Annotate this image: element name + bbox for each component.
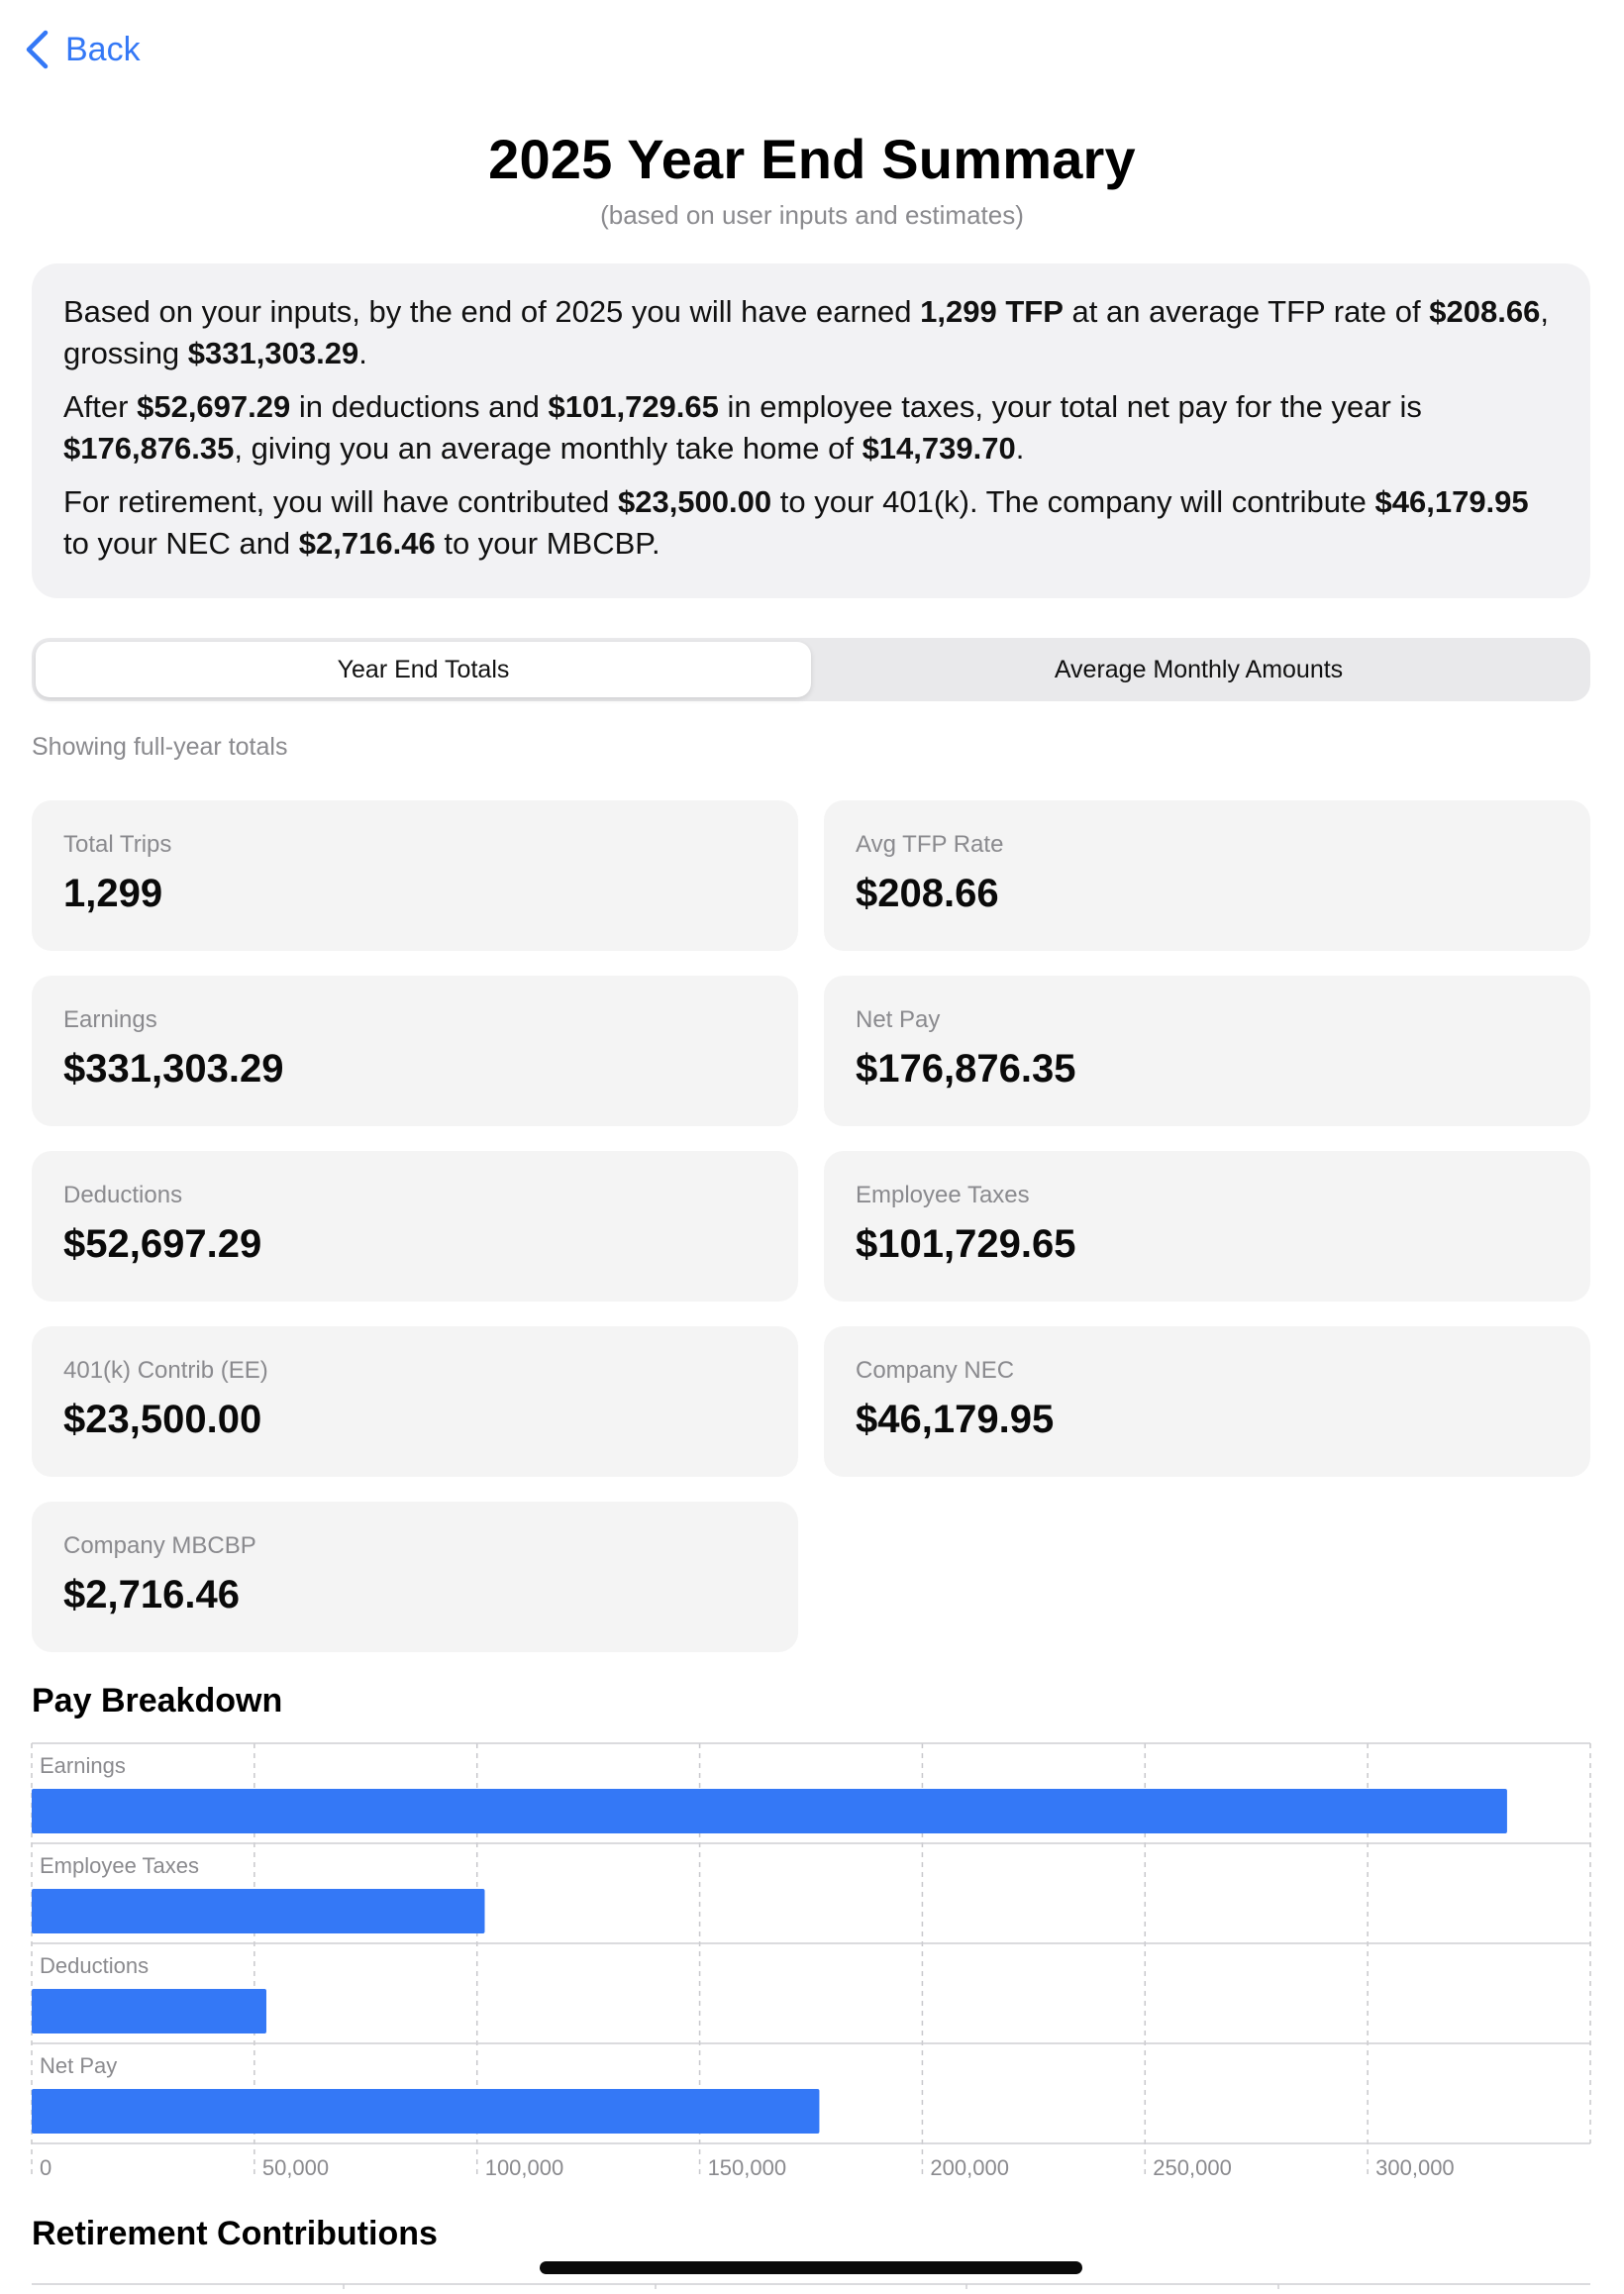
category-label: Net Pay	[40, 2053, 118, 2078]
stat-label: Deductions	[63, 1182, 183, 1208]
back-label: Back	[65, 30, 141, 68]
x-tick-label: 200,000	[930, 2155, 1009, 2180]
category-label: Employee Taxes	[40, 1853, 200, 1878]
category-label: Deductions	[40, 1953, 150, 1978]
summary-text: For retirement, you will have contributed	[63, 484, 618, 519]
summary-earnings-paragraph	[63, 291, 1559, 374]
summary-value: $14,739.70	[862, 431, 1016, 466]
stat-value: $23,500.00	[63, 1398, 262, 1441]
summary-value: $208.66	[1429, 294, 1541, 329]
summary-text: to your 401(k). The company will contribute	[771, 484, 1375, 519]
summary-value: $101,729.65	[548, 389, 719, 424]
stat-card-company-mbcbp	[32, 1502, 798, 1652]
summary-text: .	[1015, 431, 1025, 466]
category-label: Earnings	[40, 1753, 126, 1778]
summary-text: , grossing	[63, 294, 1549, 370]
summary-text: .	[358, 336, 367, 370]
stat-value: $2,716.46	[63, 1573, 240, 1616]
segment-year-end-totals[interactable]: Year End Totals	[36, 642, 811, 697]
summary-value: $331,303.29	[187, 336, 359, 370]
x-tick-label: 250,000	[1153, 2155, 1232, 2180]
stat-label: Company NEC	[856, 1357, 1015, 1384]
pay-breakdown-heading: Pay Breakdown	[32, 1682, 283, 1720]
stat-label: Total Trips	[63, 831, 172, 858]
stat-card-company-nec	[824, 1326, 1590, 1477]
summary-text: at an average TFP rate of	[1063, 294, 1430, 329]
stat-label: Avg TFP Rate	[856, 831, 1004, 858]
totals-mode-segmented-control[interactable]	[32, 638, 1590, 701]
stat-card-employee-taxes	[824, 1151, 1590, 1302]
summary-value: $2,716.46	[298, 526, 436, 561]
summary-text: to your MBCBP.	[435, 526, 660, 561]
stat-value: $208.66	[856, 872, 999, 915]
chevron-left-icon	[24, 30, 50, 69]
stat-card-earnings	[32, 976, 798, 1126]
stat-label: Earnings	[63, 1006, 157, 1033]
stat-label: 401(k) Contrib (EE)	[63, 1357, 268, 1384]
stat-label: Employee Taxes	[856, 1182, 1030, 1208]
stat-card-avg-tfp-rate	[824, 800, 1590, 951]
stat-card-total-trips	[32, 800, 798, 951]
stat-value: $46,179.95	[856, 1398, 1055, 1441]
stat-value: $176,876.35	[856, 1047, 1076, 1091]
stat-label: Company MBCBP	[63, 1532, 256, 1559]
stat-value: $101,729.65	[856, 1222, 1076, 1266]
summary-text: to your NEC and	[63, 526, 299, 561]
stat-card-deductions	[32, 1151, 798, 1302]
stat-card-401k-contrib	[32, 1326, 798, 1477]
summary-text: in deductions and	[290, 389, 549, 424]
page-title: 2025 Year End Summary	[488, 128, 1136, 190]
summary-value: $176,876.35	[63, 431, 235, 466]
home-indicator[interactable]	[540, 2261, 1082, 2274]
back-button[interactable]	[24, 26, 141, 73]
segment-average-monthly-amounts[interactable]: Average Monthly Amounts	[1054, 655, 1344, 683]
page-subtitle: (based on user inputs and estimates)	[600, 200, 1024, 230]
stat-value: 1,299	[63, 872, 163, 915]
summary-retirement-paragraph	[63, 481, 1559, 565]
stat-label: Net Pay	[856, 1006, 941, 1033]
showing-caption: Showing full-year totals	[32, 733, 288, 761]
summary-value: $52,697.29	[137, 389, 291, 424]
x-tick-label: 300,000	[1375, 2155, 1455, 2180]
summary-card	[32, 263, 1590, 598]
summary-netpay-paragraph	[63, 386, 1559, 469]
x-tick-label: 100,000	[484, 2155, 564, 2180]
summary-value: 1,299 TFP	[920, 294, 1064, 329]
summary-value: $46,179.95	[1374, 484, 1529, 519]
bar	[32, 1789, 1507, 1833]
retirement-contributions-heading: Retirement Contributions	[32, 2215, 438, 2252]
summary-text: Based on your inputs, by the end of 2025 you will have earned	[63, 294, 921, 329]
stat-card-net-pay	[824, 976, 1590, 1126]
x-tick-label: 50,000	[261, 2155, 330, 2180]
summary-text: in employee taxes, your total net pay for the year is	[718, 389, 1422, 424]
x-tick-label: 0	[40, 2155, 52, 2180]
pay-breakdown-chart	[0, 1733, 1624, 2189]
summary-value: $23,500.00	[617, 484, 772, 519]
stat-value: $331,303.29	[63, 1047, 284, 1091]
summary-text: , giving you an average monthly take home of	[234, 431, 863, 466]
bar	[32, 1889, 484, 1933]
bar	[32, 1989, 266, 2033]
summary-text: After	[63, 389, 138, 424]
bar	[32, 2089, 819, 2134]
stat-value: $52,697.29	[63, 1222, 262, 1266]
x-tick-label: 150,000	[707, 2155, 787, 2180]
pay-breakdown-chart-svg	[0, 1733, 1624, 2189]
